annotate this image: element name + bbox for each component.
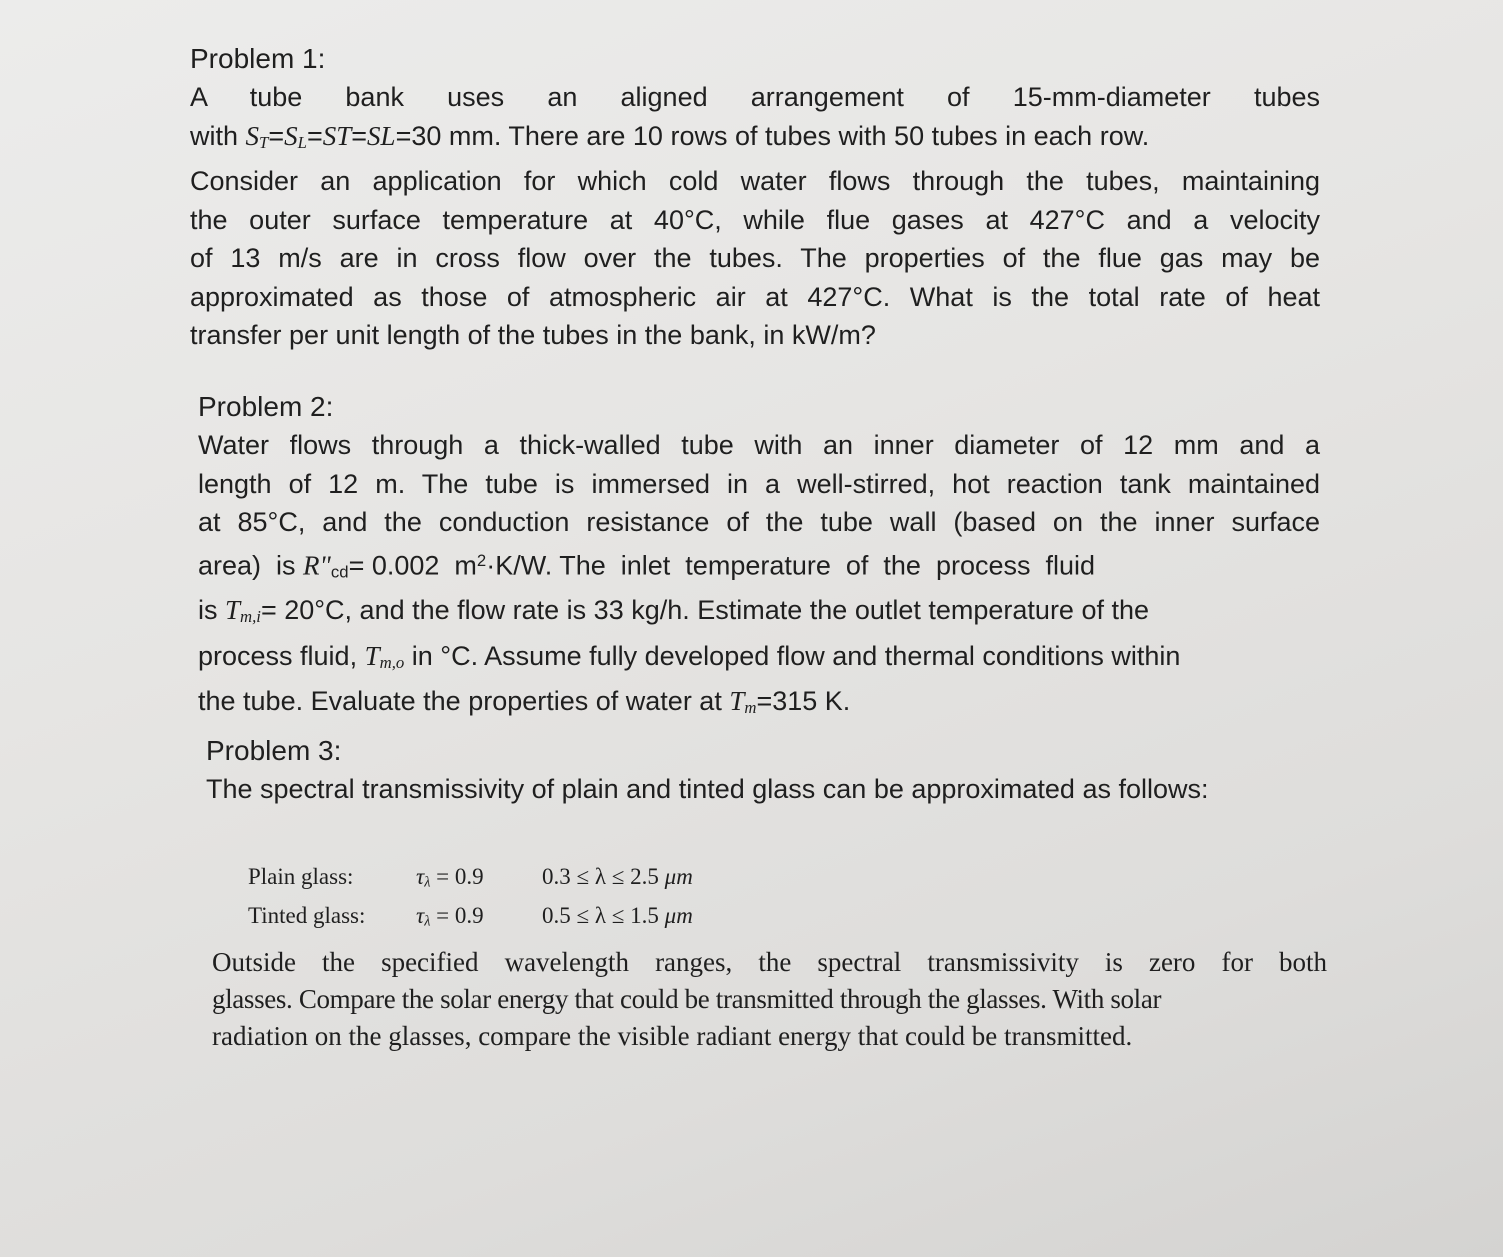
text-fragment: in °C. Assume fully developed flow and thermal conditions within <box>404 640 1181 671</box>
text-fragment: ·K/W. The inlet temperature of the process fluid <box>486 549 1096 580</box>
formula-range: 0.5 ≤ λ ≤ 1.5 <box>542 903 665 928</box>
problem-2-line-6 <box>198 637 1320 683</box>
problem-3-heading: Problem 3: <box>206 735 342 766</box>
text-fragment: = 20°C, and the flow rate is 33 kg/h. Estimate the outlet temperature of the <box>260 595 1149 626</box>
text-fragment: = 0.002 m <box>348 549 477 580</box>
tau-symbol: τ <box>416 903 425 928</box>
symbol-s: S <box>284 120 298 151</box>
problem-2-line-5 <box>198 591 1320 637</box>
tau-symbol: τ <box>416 864 425 889</box>
symbol-t: T <box>225 595 241 626</box>
problem-1-line-6: approximated as those of atmospheric air at 427°C. What is the total rate of heat <box>190 281 1320 312</box>
text-fragment: =30 mm. There are 10 rows of tubes with 50 tubes in each row. <box>395 120 1150 151</box>
subscript-t: T <box>259 132 269 152</box>
problem-3-para-line-3: radiation on the glasses, compare the visible radiant energy that could be transmitted. <box>212 1021 1133 1051</box>
problem-1-heading: Problem 1: <box>190 43 326 74</box>
problem-2-text <box>198 426 1320 728</box>
equals-sign: = <box>268 120 285 151</box>
problem-2-line-7 <box>198 682 1320 728</box>
problem-3-paragraph <box>212 944 1327 1055</box>
symbol-t: T <box>364 640 380 671</box>
formula-expression <box>416 858 542 902</box>
lambda-subscript: λ <box>424 913 431 930</box>
formula-unit: μm <box>664 864 693 889</box>
text-fragment: =315 K. <box>756 686 851 717</box>
problem-3-intro <box>206 770 1326 809</box>
formula-range: 0.3 ≤ λ ≤ 2.5 <box>542 864 665 889</box>
subscript-m: m <box>744 698 757 718</box>
subscript-cd: cd <box>330 561 349 581</box>
problem-3-para-line-1: Outside the specified wavelength ranges, the spectral transmissivity is zero for both <box>212 947 1327 977</box>
symbol-t: T <box>729 686 745 717</box>
formula-value: = 0.9 <box>430 864 484 889</box>
text-fragment: area) is <box>198 549 304 580</box>
formula-label: Tinted glass: <box>248 903 366 928</box>
formula-label: Plain glass: <box>248 864 354 889</box>
formula-expression <box>416 897 542 941</box>
formula-plain-glass <box>248 858 693 902</box>
text-fragment: with <box>190 120 246 151</box>
subscript-mi: m,i <box>240 607 261 627</box>
formula-value: = 0.9 <box>430 903 484 928</box>
symbol-r: R" <box>303 549 331 580</box>
problem-1-line-5: of 13 m/s are in cross flow over the tubes. The properties of the flue gas may be <box>190 243 1320 273</box>
text-fragment: is <box>198 595 225 626</box>
equals-sign: = <box>306 120 323 151</box>
problem-1-text <box>190 78 1320 355</box>
problem-1-line-1: A tube bank uses an aligned arrangement of 15-mm-diameter tubes <box>190 82 1320 112</box>
symbol-s: S <box>245 120 260 151</box>
problem-2-line-2: length of 12 m. The tube is immersed in a well-stirred, hot reaction tank maintained <box>198 468 1320 499</box>
symbol-st: ST <box>322 120 352 151</box>
problem-1-line-4: the outer surface temperature at 40°C, while flue gases at 427°C and a velocity <box>190 204 1320 235</box>
problem-2-heading: Problem 2: <box>198 391 334 422</box>
subscript-l: L <box>297 132 307 152</box>
problem-1-line-7: transfer per unit length of the tubes in the bank, in kW/m? <box>190 320 876 350</box>
formula-tinted-glass <box>248 897 693 941</box>
problem-2-line-1: Water flows through a thick-walled tube with an inner diameter of 12 mm and a <box>198 430 1320 460</box>
superscript-2: 2 <box>476 550 487 570</box>
problem-2-line-4 <box>198 542 1320 592</box>
problem-3 <box>206 732 1326 809</box>
problem-2 <box>198 388 1320 728</box>
problem-1 <box>190 40 1320 355</box>
formula-unit: μm <box>664 903 693 928</box>
equals-sign: = <box>351 120 368 151</box>
text-fragment: the tube. Evaluate the properties of water at <box>198 686 730 717</box>
subscript-mo: m,o <box>379 652 405 672</box>
text-fragment: process fluid, <box>198 640 365 671</box>
lambda-subscript: λ <box>424 874 431 891</box>
problem-1-line-2 <box>190 117 1320 163</box>
problem-2-line-3: at 85°C, and the conduction resistance of the tube wall (based on the inner surface <box>198 507 1320 537</box>
problem-1-line-3: Consider an application for which cold water flows through the tubes, maintaining <box>190 166 1320 196</box>
problem-3-line-1: The spectral transmissivity of plain and tinted glass can be approximated as follows: <box>206 774 1209 804</box>
symbol-sl: SL <box>367 120 396 151</box>
problem-3-para-line-2: glasses. Compare the solar energy that could be transmitted through the glasses. With solar <box>212 984 1162 1014</box>
